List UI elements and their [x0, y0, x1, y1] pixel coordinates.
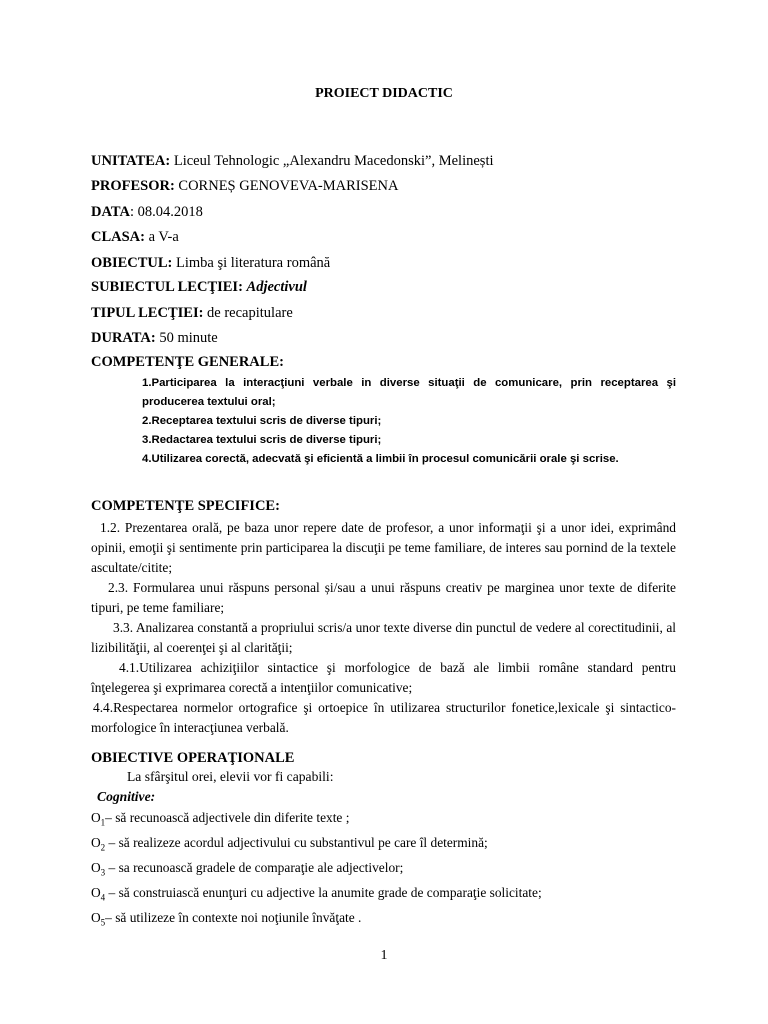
list-item: 2.3. Formularea unui răspuns personal și/sau a unui răspuns creativ pe marginea unor texte de diferite tipuri, pe teme familiare;: [91, 580, 676, 615]
field-label: PROFESOR:: [91, 178, 175, 194]
competente-specifice-heading: COMPETENŢE SPECIFICE:: [91, 498, 280, 514]
field-value: : 08.04.2018: [129, 204, 203, 220]
list-item: [91, 858, 691, 883]
field-profesor: [91, 178, 398, 195]
objective-text: – sa recunoască gradele de comparaţie ale adjectivelor;: [105, 860, 404, 876]
obiective-list: [91, 808, 691, 933]
objective-code: $O_2$: [91, 835, 106, 853]
list-item: [91, 833, 691, 858]
field-value: Liceul Tehnologic „Alexandru Macedonski”, Melinești: [173, 153, 494, 169]
objective-text: – să construiască enunţuri cu adjective la anumite grade de comparaţie solicitate;: [105, 885, 542, 901]
field-clasa: [91, 229, 179, 246]
field-label: TIPUL LECŢIEI:: [91, 305, 204, 321]
objective-text: – să recunoască adjectivele din diferite texte ;: [105, 810, 350, 825]
field-value: CORNEȘ GENOVEVA-MARISENA: [178, 178, 399, 194]
objective-text: – să utilizeze în contexte noi noţiunile învăţate .: [105, 910, 362, 926]
list-item: 4.4.Respectarea normelor ortografice şi ortoepice în utilizarea structurilor fonetice,lexicale şi sintactico-morfologice în interacţiunea verbală.: [91, 700, 676, 735]
field-label: SUBIECTUL LECŢIEI:: [91, 279, 243, 295]
list-item: 4.1.Utilizarea achiziţiilor sintactice şi morfologice de bază ale limbii române standard pentru înţelegerea şi exprimarea corectă a intenţiilor comunicative;: [91, 660, 676, 695]
field-label: DATA: [91, 204, 130, 220]
obiective-intro: La sfârşitul orei, elevii vor fi capabili:: [127, 769, 334, 784]
field-tipul: [91, 305, 293, 322]
field-data: [91, 204, 203, 221]
list-item: 1.2. Prezentarea orală, pe baza unor repere date de profesor, a unor informaţii şi a unor idei, exprimând opinii, emoţii şi sentimente prin participarea la discuţii pe teme familiare, de interes sau pornind de la textele ascultate/citite;: [91, 520, 676, 575]
competente-generale-heading: COMPETENŢE GENERALE:: [91, 354, 284, 370]
obiective-subheading: Cognitive:: [97, 789, 156, 804]
field-value: a V-a: [148, 229, 179, 245]
competente-specifice-list: [91, 518, 676, 738]
field-subiectul: [91, 279, 307, 296]
objective-code: $O_5$: [91, 910, 106, 928]
field-obiectul: [91, 255, 330, 272]
list-item: 2.Receptarea textului scris de diverse tipuri;: [142, 415, 382, 427]
objective-code: $O_4$: [91, 885, 106, 903]
field-durata: [91, 330, 218, 347]
list-item: 1.Participarea la interacţiuni verbale in diverse situaţii de comunicare, prin receptarea şi producerea textului oral;: [142, 377, 676, 408]
list-item: 3.Redactarea textului scris de diverse tipuri;: [142, 434, 382, 446]
field-value: Limba şi literatura română: [176, 255, 331, 271]
list-item: [91, 883, 691, 908]
list-item: [91, 808, 691, 833]
page-number: 1: [380, 948, 388, 963]
objective-text: – să realizeze acordul adjectivului cu substantivul pe care îl determină;: [105, 835, 488, 851]
field-label: OBIECTUL:: [91, 255, 173, 271]
field-value: 50 minute: [159, 330, 218, 346]
document-title: PROIECT DIDACTIC: [315, 86, 453, 101]
list-item: [91, 908, 691, 933]
objective-code: $O_1$: [91, 810, 106, 828]
obiective-heading: OBIECTIVE OPERAŢIONALE: [91, 750, 295, 766]
objective-code: $O_3$: [91, 860, 106, 878]
field-unitatea: [91, 153, 494, 170]
list-item: 3.3. Analizarea constantă a propriului scris/a unor texte diverse din punctul de vedere al corectitudinii, al lizibilităţii, al coerenţei şi al clarităţii;: [91, 620, 676, 655]
field-label: DURATA:: [91, 330, 156, 346]
list-item: 4.Utilizarea corectă, adecvată şi eficientă a limbii în procesul comunicării orale şi scrise.: [142, 453, 619, 465]
field-value: Adjectivul: [246, 279, 307, 295]
field-value: de recapitulare: [207, 305, 293, 321]
field-label: CLASA:: [91, 229, 145, 245]
field-label: UNITATEA:: [91, 153, 171, 169]
competente-generale-list: [142, 374, 676, 469]
